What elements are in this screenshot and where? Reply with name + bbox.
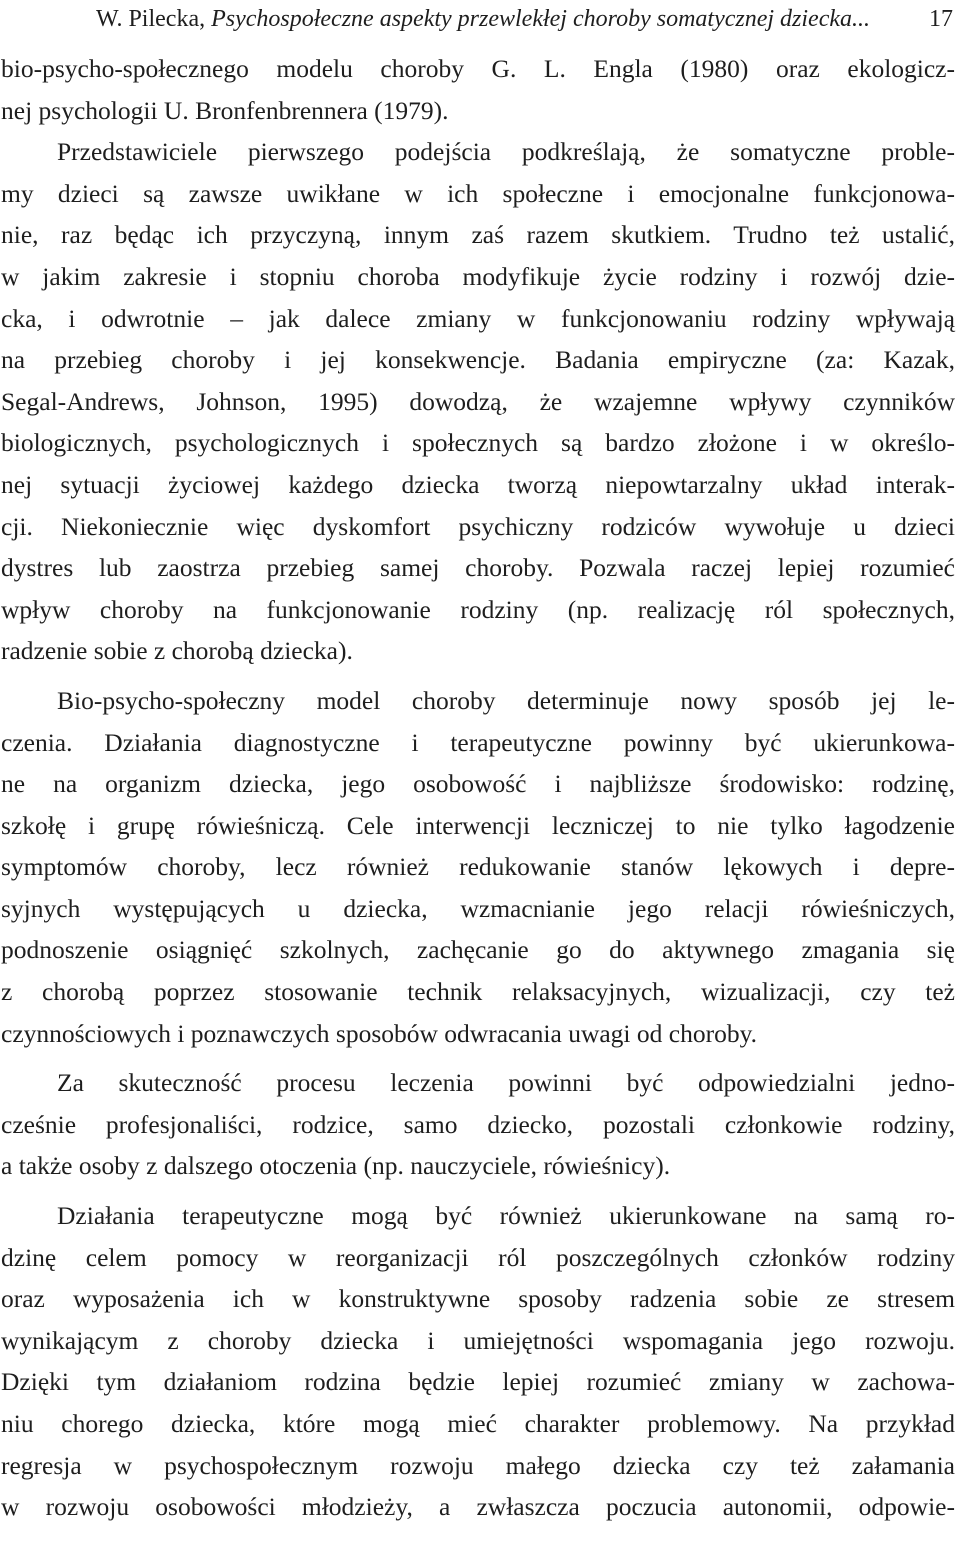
text-line: ne na organizm dziecka, jego osobowość i najbliższe środowisko: rodzinę, (1, 769, 955, 799)
header-citation (96, 0, 870, 38)
text-line: syjnych występujących u dziecka, wzmacnianie jego relacji rówieśniczych, (1, 893, 955, 923)
text-line: cka, i odwrotnie – jak dalece zmiany w funkcjonowaniu rodziny wpływają (1, 303, 955, 333)
paragraph (1, 1062, 955, 1187)
text-line: radzenie sobie z chorobą dziecka). (1, 636, 353, 666)
text-line: nej psychologii U. Bronfenbrennera (1979). (1, 95, 449, 125)
paragraph (1, 48, 955, 131)
text-line: czenia. Działania diagnostyczne i terapeutyczne powinny być ukierunkowa- (1, 727, 955, 757)
header-title: Psychospołeczne aspekty przewlekłej choroby somatycznej dziecka... (211, 6, 870, 32)
text-line: z chorobą poprzez stosowanie technik relaksacyjnych, wizualizacji, czy też (1, 977, 955, 1007)
text-line: bio-psycho-społecznego modelu choroby G. L. Engla (1980) oraz ekologicz- (1, 54, 955, 83)
text-line: Dzięki tym działaniom rodzina będzie lepiej rozumieć zmiany w zachowa- (1, 1367, 955, 1397)
text-line: regresja w psychospołecznym rozwoju małego dziecka czy też załamania (1, 1450, 955, 1480)
paragraph (1, 680, 955, 1054)
body-text (1, 48, 955, 1528)
text-line: szkołę i grupę rówieśniczą. Cele interwencji leczniczej to nie tylko łagodzenie (1, 810, 955, 840)
text-line: czynnościowych i poznawczych sposobów odwracania uwagi od choroby. (1, 1018, 758, 1048)
page-number: 17 (929, 6, 953, 32)
text-line: wynikającym z choroby dziecka i umiejętności wspomagania jego rozwoju. (1, 1325, 955, 1355)
text-line: cji. Niekoniecznie więc dyskomfort psychiczny rodziców wywołuje u dzieci (1, 511, 955, 541)
paragraph-gap (1, 1054, 955, 1062)
text-line: w jakim zakresie i stopniu choroba modyfikuje życie rodziny i rozwój dzie- (1, 261, 955, 291)
text-line: wpływ choroby na funkcjonowanie rodziny (np. realizację ról społecznych, (1, 594, 955, 624)
text-line: Przedstawiciele pierwszego podejścia podkreślają, że somatyczne proble- (57, 137, 955, 167)
paragraph-gap (1, 672, 955, 680)
text-line: Działania terapeutyczne mogą być również ukierunkowane na samą ro- (57, 1201, 955, 1231)
text-line: dystres lub zaostrza przebieg samej choroby. Pozwala raczej lepiej rozumieć (1, 553, 955, 583)
text-line: na przebieg choroby i jej konsekwencje. Badania empiryczne (za: Kazak, (1, 345, 955, 375)
text-line: nej sytuacji życiowej każdego dziecka tworzą niepowtarzalny układ interak- (1, 469, 955, 499)
running-header (96, 0, 953, 40)
text-line: podnoszenie osiągnięć szkolnych, zachęcanie go do aktywnego zmagania się (1, 935, 955, 965)
paragraph (1, 131, 955, 672)
text-line: nie, raz będąc ich przyczyną, innym zaś razem skutkiem. Trudno też ustalić, (1, 220, 955, 250)
paragraph (1, 1195, 955, 1528)
text-line: cześnie profesjonaliści, rodzice, samo dziecko, pozostali członkowie rodziny, (1, 1109, 955, 1139)
text-line: oraz wyposażenia ich w konstruktywne sposoby radzenia sobie ze stresem (1, 1284, 955, 1314)
text-line: biologicznych, psychologicznych i społecznych są bardzo złożone i w określo- (1, 428, 955, 458)
text-line: my dzieci są zawsze uwikłane w ich społeczne i emocjonalne funkcjonowa- (1, 178, 955, 208)
paragraph-gap (1, 1187, 955, 1195)
header-author: W. Pilecka, (96, 6, 212, 32)
text-line: niu chorego dziecka, które mogą mieć charakter problemowy. Na przykład (1, 1409, 955, 1438)
text-line: Bio-psycho-społeczny model choroby determinuje nowy sposób jej le- (57, 685, 955, 715)
text-line: a także osoby z dalszego otoczenia (np. nauczyciele, rówieśnicy). (1, 1151, 671, 1181)
text-line: Za skuteczność procesu leczenia powinni być odpowiedzialni jedno- (57, 1068, 955, 1098)
text-line: Segal-Andrews, Johnson, 1995) dowodzą, że wzajemne wpływy czynników (1, 386, 955, 416)
text-line: dzinę celem pomocy w reorganizacji ról poszczególnych członków rodziny (1, 1242, 955, 1272)
text-line: symptomów choroby, lecz również redukowanie stanów lękowych i depre- (1, 852, 955, 882)
text-line: w rozwoju osobowości młodzieży, a zwłaszcza poczucia autonomii, odpowie- (1, 1492, 955, 1522)
